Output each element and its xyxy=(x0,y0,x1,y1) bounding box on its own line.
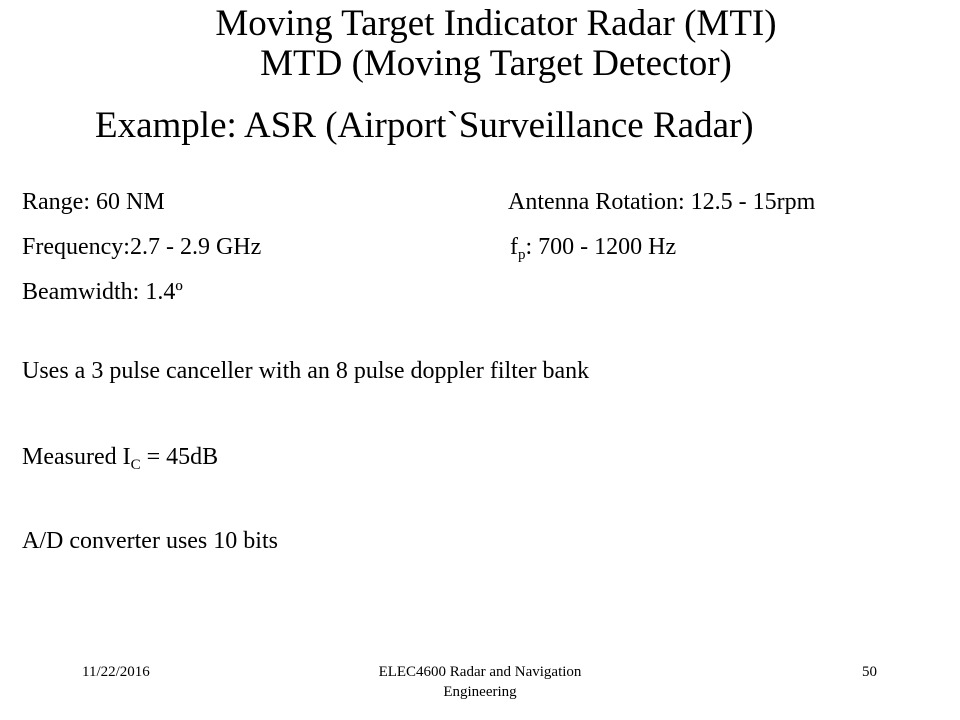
measured-prefix: Measured I xyxy=(22,444,131,470)
frequency-spec: Frequency:2.7 - 2.9 GHz xyxy=(22,234,262,260)
prf-symbol: f xyxy=(510,234,518,260)
title-line-1: Moving Target Indicator Radar (MTI) xyxy=(215,3,777,44)
measured-improvement xyxy=(22,442,218,472)
subtitle: Example: ASR (Airport`Surveillance Radar) xyxy=(95,105,754,146)
footer-course xyxy=(300,662,660,702)
beamwidth-spec: Beamwidth: 1.4º xyxy=(22,279,183,305)
footer-course-line1: ELEC4600 Radar and Navigation xyxy=(378,664,582,680)
antenna-rotation-spec: Antenna Rotation: 12.5 - 15rpm xyxy=(508,189,816,215)
title-line-2: MTD (Moving Target Detector) xyxy=(260,43,732,84)
footer-course-line2: Engineering xyxy=(443,684,517,700)
prf-subscript: p xyxy=(518,247,526,263)
prf-spec xyxy=(510,232,676,262)
measured-value: = 45dB xyxy=(140,444,219,470)
range-spec: Range: 60 NM xyxy=(22,189,165,215)
prf-value: : 700 - 1200 Hz xyxy=(525,234,677,260)
canceller-description: Uses a 3 pulse canceller with an 8 pulse doppler filter bank xyxy=(22,358,590,384)
footer-date: 11/22/2016 xyxy=(82,664,150,680)
adc-description: A/D converter uses 10 bits xyxy=(22,528,278,554)
footer-page-number: 50 xyxy=(862,664,877,680)
measured-subscript: C xyxy=(130,457,141,473)
